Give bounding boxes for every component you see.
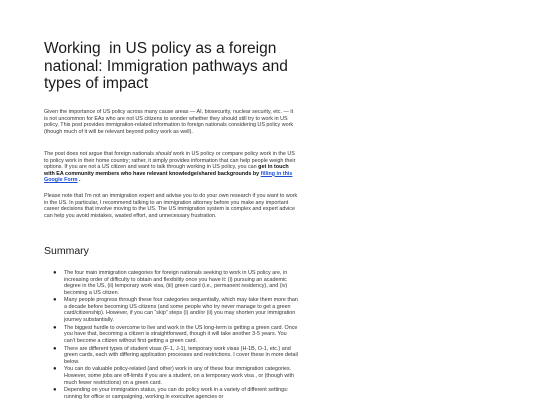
intro-paragraph-3: Please note that I’m not an immigration expert and advise you to do your own research if you want to work in the US. In particular, I recommend talking to an immigration attorney before you make any important career decisions that involve moving to the US. The US immigration system is complex and expert advice can help you avoid mistakes, wasted effort, and unnecessary frustration.: [44, 193, 298, 219]
list-item: [44, 346, 298, 366]
list-item-text: The four main immigration categories for foreign nationals seeking to work in US policy are, in increasing order of difficulty to obtain and flexibility once you have it: (i) pursuing an academic degree in the US, (ii) temporary work visa, (iii) green card (i.e., permanent residency), and (iv) becoming a US citizen.: [64, 270, 288, 296]
intro-paragraph-2: [44, 151, 298, 184]
intro-p2-emphasis: should: [155, 151, 172, 157]
list-item: [44, 270, 298, 296]
list-item: [44, 366, 298, 386]
list-item-text: Many people progress through these four categories sequentially, which may take them more than a decade before becoming US citizens (and some people who try never manage to get a green card/citizenship). However, if you can “skip” steps (i) and/or (ii) you may shorten your immigration journey substantially.: [64, 297, 298, 324]
list-item-text: Depending on your immigration status, you can do policy work in a variety of different settings: running for office or campaigning, working in executive agencies or: [64, 387, 289, 400]
list-item-text: The biggest hurdle to overcome to live and work in the US long-term is getting a green card. Once you have that, becoming a citizen is straightforward, though it will take another 3-5 years. You can’t become a citizen without first getting a green card.: [64, 324, 298, 344]
bullet-icon: ●: [53, 387, 57, 394]
summary-list: [44, 270, 298, 402]
bullet-icon: ●: [53, 297, 57, 304]
bullet-icon: ●: [53, 366, 57, 373]
bullet-icon: ●: [53, 270, 57, 276]
list-item-text: You can do valuable policy-related (and other) work in any of these four immigration categories. However, some jobs are off-limits if you are a student, on a temporary work visa , or (though with much fewer restrictions) on a green card.: [64, 366, 295, 386]
bullet-icon: ●: [53, 345, 57, 352]
intro-p2-text-start: The post does not argue that foreign nationals: [44, 151, 156, 157]
intro-p2-strong: get in touch with EA community members who have relevant knowledge/shared backgrounds by: [44, 164, 289, 177]
intro-p2-end: .: [77, 177, 81, 184]
bullet-icon: ●: [53, 324, 57, 331]
list-item: [44, 387, 298, 400]
summary-heading: Summary: [44, 245, 89, 257]
page-title: Working in US policy as a foreign national: Immigration pathways and types of impact: [44, 40, 293, 92]
google-form-link[interactable]: filling in this Google Form: [44, 170, 293, 184]
list-item: [44, 297, 298, 323]
list-item-text: There are different types of student visas (F-1, J-1), temporary work visas (H-1B, O-1, etc.) and green cards, each with differing application processes and restrictions. I cover these in more detail below.: [64, 345, 298, 365]
intro-p2-text-middle: work in US policy or compare policy work in the US to policy work in their home country; rather, it simply provides information that can help people weigh their options. If you are not a US citizen and want to talk through working in US policy, you can: [44, 151, 296, 171]
intro-paragraph-1: Given the importance of US policy across many cause areas — AI, biosecurity, nuclear security, etc. — it is not uncommon for EAs who are not US citizens to wonder whether they should still try to work in US policy. This post provides immigration-related information to foreign nationals considering US policy work (though much of it will be relevant beyond policy work as well).: [44, 109, 294, 135]
list-item: [44, 325, 298, 345]
